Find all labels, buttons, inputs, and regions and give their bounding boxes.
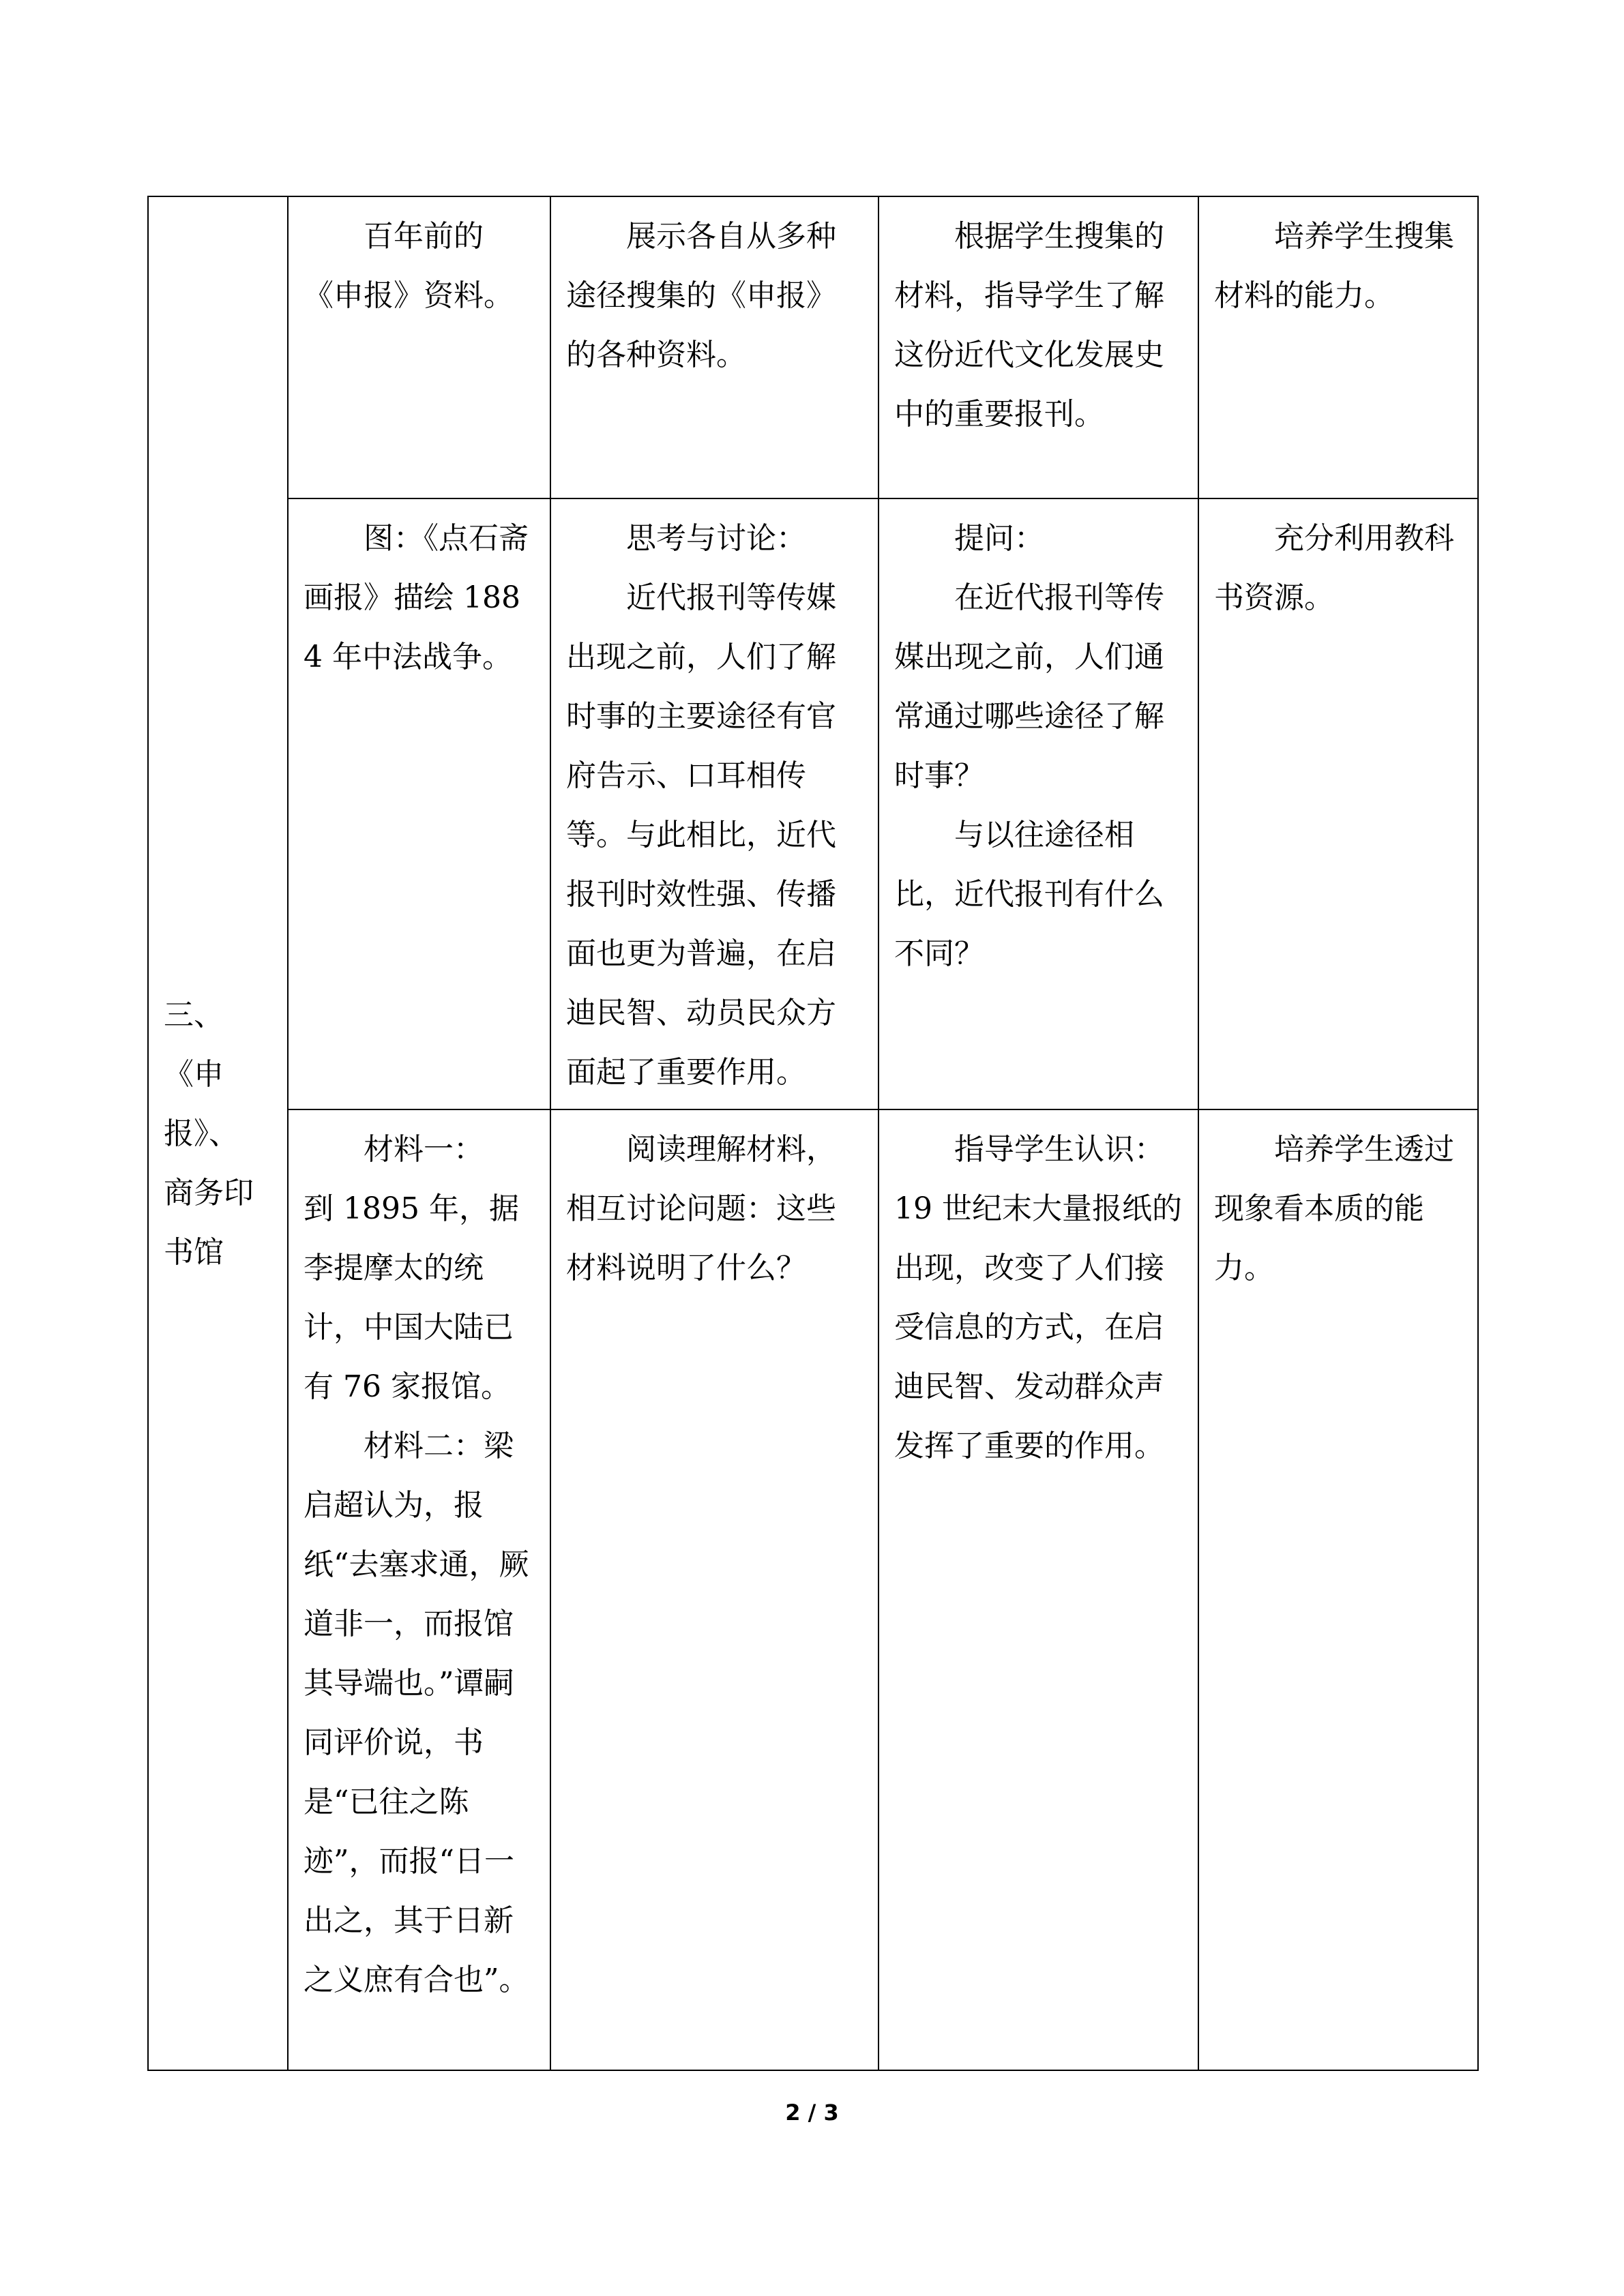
cell-paragraph: 与以往途径相比，近代报刊有什么不同？ — [894, 818, 1164, 971]
material-cell — [288, 1109, 550, 2070]
section-title-cell — [148, 196, 288, 2070]
cell-paragraph: 阅读理解材料，相互讨论问题：这些材料说明了什么？ — [566, 1132, 836, 1285]
cell-paragraph: 图：《点石斋画报》描绘 1884 年中法战争。 — [304, 521, 529, 674]
table-row — [148, 196, 1478, 498]
student-activity-cell — [550, 196, 879, 498]
page-number: 2 / 3 — [785, 2100, 839, 2126]
cell-paragraph: 在近代报刊等传媒出现之前，人们通常通过哪些途径了解时事？ — [894, 580, 1164, 793]
table-row — [148, 498, 1478, 1109]
table-row — [148, 1109, 1478, 2070]
student-activity-cell — [550, 498, 879, 1109]
design-intent-cell — [1198, 1109, 1478, 2070]
teacher-activity-cell — [879, 1109, 1198, 2070]
design-intent-cell — [1198, 196, 1478, 498]
cell-paragraph: 根据学生搜集的材料，指导学生了解这份近代文化发展史中的重要报刊。 — [894, 219, 1164, 432]
cell-paragraph: 近代报刊等传媒出现之前，人们了解时事的主要途径有官府告示、口耳相传等。与此相比，近代报刊时效性强、传播面也更为普遍，在启迪民智、动员民众方面起了重要作用。 — [566, 580, 836, 1090]
cell-paragraph: 培养学生搜集材料的能力。 — [1214, 219, 1454, 313]
design-intent-cell — [1198, 498, 1478, 1109]
teacher-activity-cell — [879, 498, 1198, 1109]
cell-paragraph: 百年前的《申报》资料。 — [304, 219, 514, 313]
section-title-line: 报》、 — [164, 1116, 239, 1151]
cell-paragraph: 培养学生透过现象看本质的能力。 — [1214, 1132, 1454, 1285]
teacher-activity-cell — [879, 196, 1198, 498]
section-title-line: 三、 — [164, 997, 224, 1032]
cell-paragraph: 思考与讨论： — [626, 521, 806, 556]
section-title-line: 《申 — [164, 1056, 224, 1092]
lesson-table — [147, 196, 1479, 2071]
cell-paragraph: 提问： — [954, 521, 1044, 556]
cell-paragraph: 到 1895 年，据李提摩太的统计，中国大陆已有 76 家报馆。 — [304, 1191, 519, 1404]
cell-paragraph: 展示各自从多种途径搜集的《申报》的各种资料。 — [566, 219, 836, 372]
cell-paragraph: 充分利用教科书资源。 — [1214, 521, 1454, 615]
material-cell — [288, 498, 550, 1109]
cell-paragraph: 材料一： — [364, 1132, 484, 1167]
cell-paragraph: 指导学生认识：19 世纪末大量报纸的出现，改变了人们接受信息的方式，在启迪民智、发动群众声发挥了重要的作用。 — [894, 1132, 1182, 1463]
student-activity-cell — [550, 1109, 879, 2070]
material-cell — [288, 196, 550, 498]
cell-paragraph: 材料二：梁启超认为，报纸“去塞求通，厥道非一，而报馆其导端也。”谭嗣同评价说，书是“已往之陈迹”，而报“日一出之，其于日新之义庶有合也”。 — [304, 1429, 529, 1997]
section-title-line: 书馆 — [164, 1234, 224, 1270]
section-title-line: 商务印 — [164, 1175, 254, 1210]
